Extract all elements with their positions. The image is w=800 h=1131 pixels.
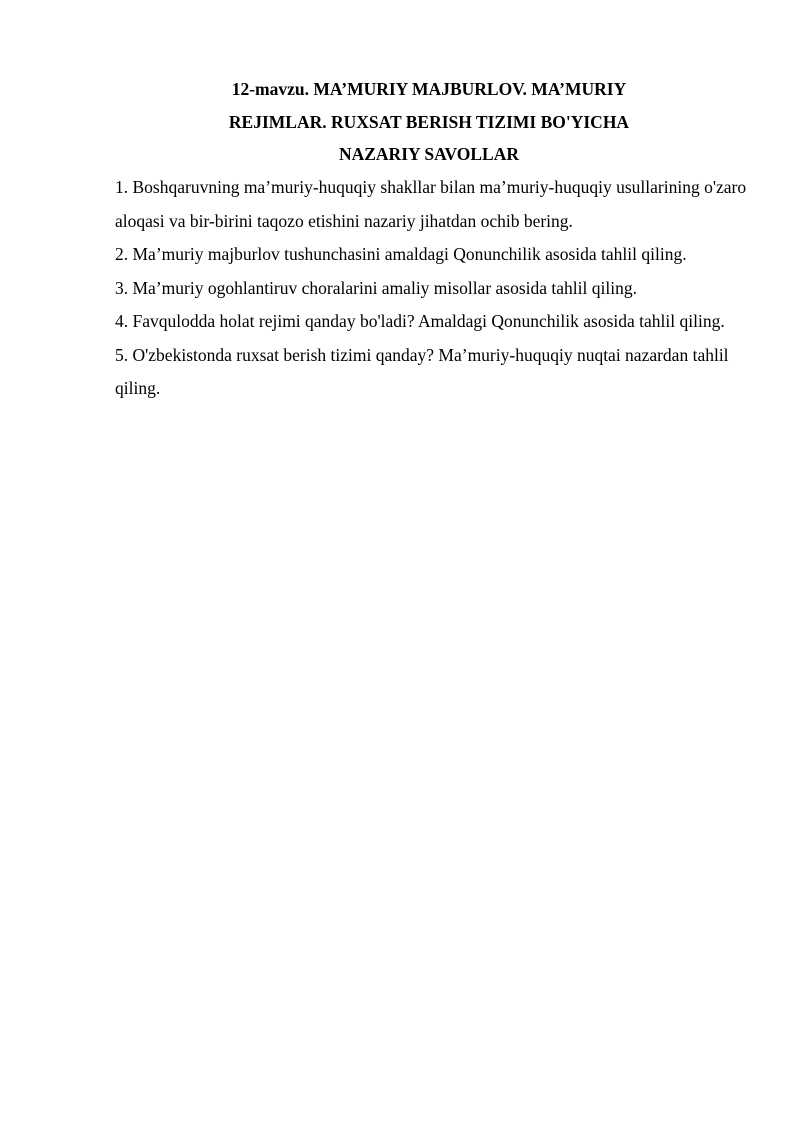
question-item-3: 3. Ma’muriy ogohlantiruv choralarini amaliy misollar asosida tahlil qiling. <box>115 277 637 298</box>
question-item-1: 1. Boshqaruvning ma’muriy-huquqiy shakllar bilan ma’muriy-huquqiy usullarining o'zaro aloqasi va bir-birini taqozo etishini nazariy jihatdan ochib bering. <box>115 177 747 231</box>
question-list <box>115 171 755 406</box>
title-line-1: 12-mavzu. MA’MURIY MAJBURLOV. MA’MURIY <box>231 79 627 99</box>
question-item-4: 4. Favqulodda holat rejimi qanday bo'ladi? Amaldagi Qonunchilik asosida tahlil qiling. <box>115 311 725 331</box>
question-item-2: 2. Ma’muriy majburlov tushunchasini amaldagi Qonunchilik asosida tahlil qiling. <box>115 244 687 264</box>
question-item-5: 5. O'zbekistonda ruxsat berish tizimi qanday? Ma’muriy-huquqiy nuqtai nazardan tahlil qiling. <box>115 344 729 398</box>
title-line-2: REJIMLAR. RUXSAT BERISH TIZIMI BO'YICHA <box>228 111 630 132</box>
document-title <box>0 73 800 171</box>
title-line-3: NAZARIY SAVOLLAR <box>338 144 520 164</box>
